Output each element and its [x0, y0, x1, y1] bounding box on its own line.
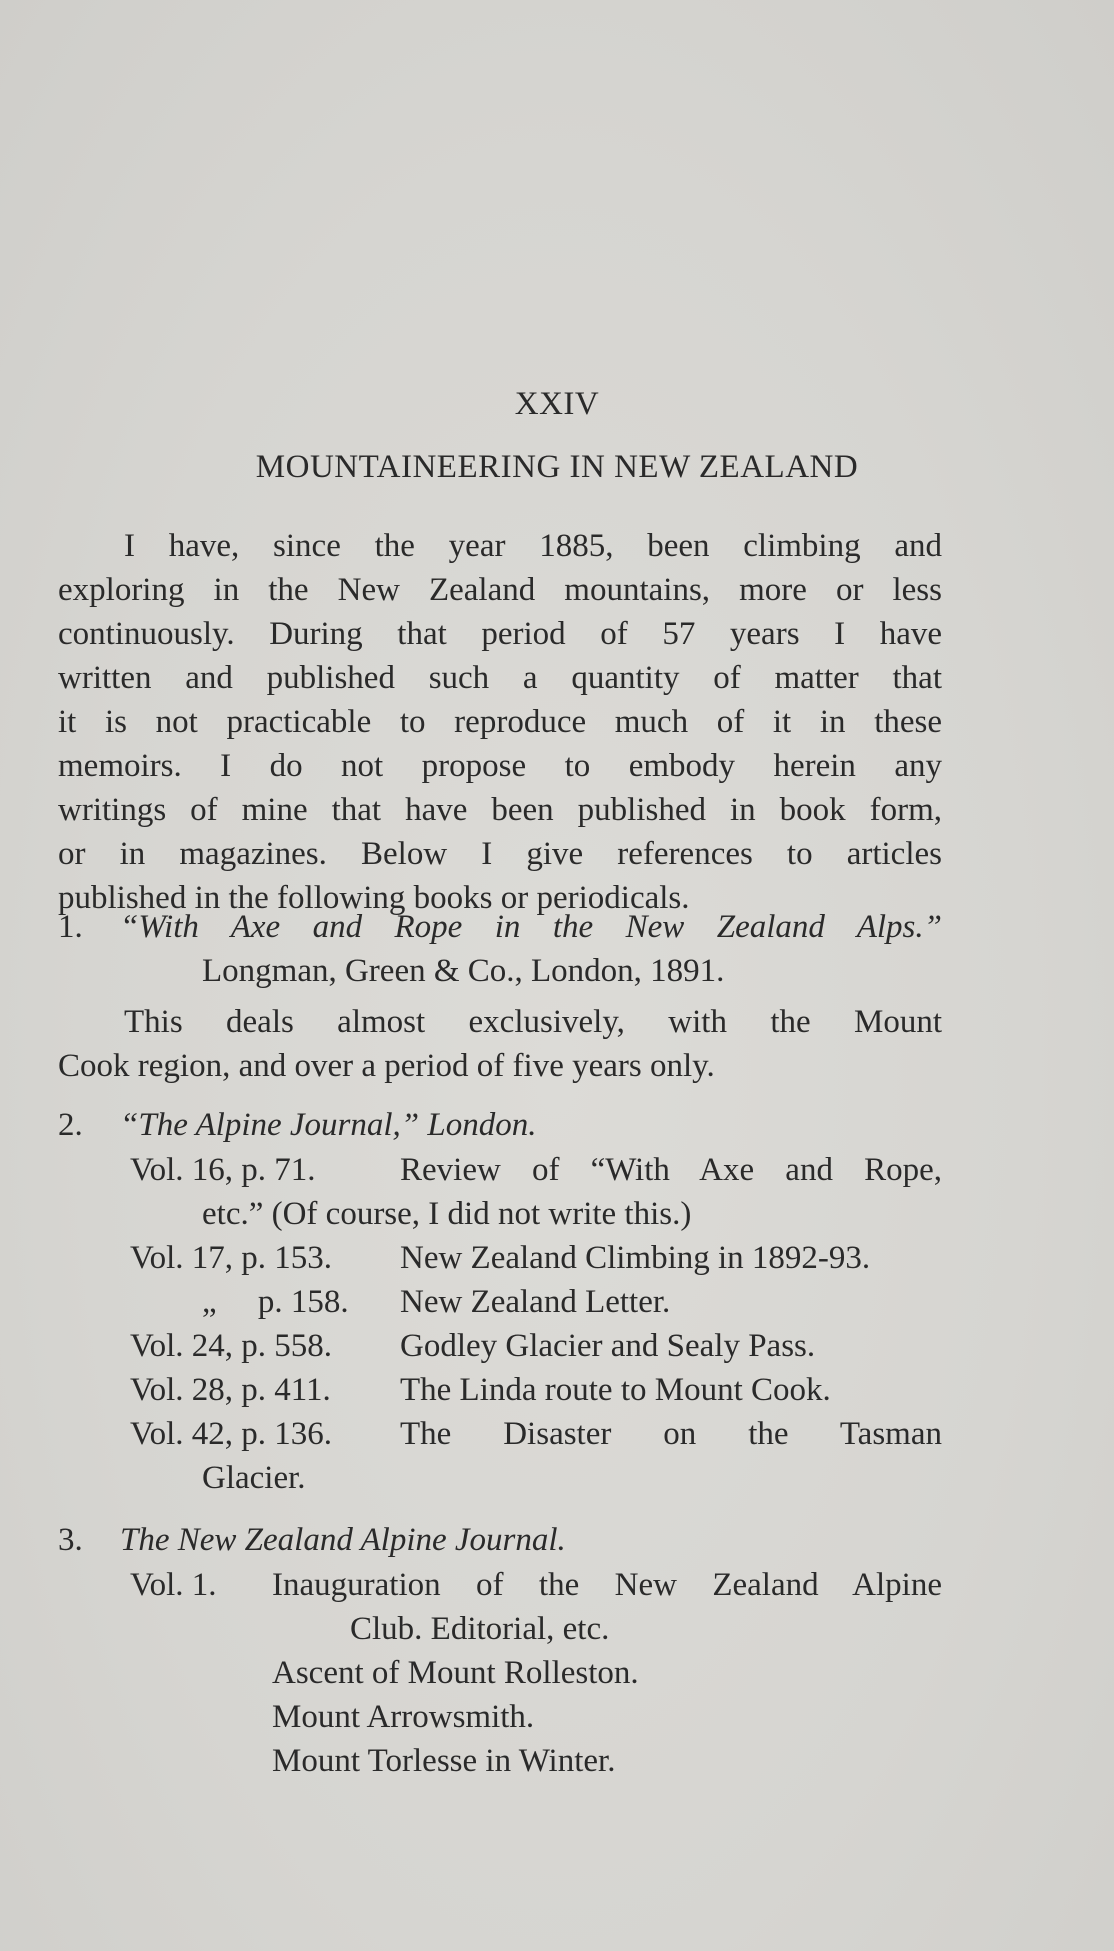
intro-line: exploring in the New Zealand mountains, more or less — [58, 572, 942, 608]
reference-number: 2. — [58, 1107, 83, 1143]
chapter-title: MOUNTAINEERING IN NEW ZEALAND — [255, 449, 859, 485]
volume-line: Club. Editorial, etc. — [350, 1611, 610, 1647]
intro-line: continuously. During that period of 57 years I have — [58, 616, 942, 652]
entry-ref: Vol. 28, p. 411. — [130, 1372, 331, 1408]
intro-line: I have, since the year 1885, been climbing and — [124, 528, 942, 564]
volume-line: Ascent of Mount Rolleston. — [272, 1655, 639, 1691]
reference-title: The New Zealand Alpine Journal. — [120, 1522, 566, 1558]
reference-title: “The Alpine Journal,” London. — [120, 1107, 537, 1143]
volume-line: Mount Torlesse in Winter. — [272, 1743, 616, 1779]
entry-ref: Vol. 42, p. 136. — [130, 1416, 332, 1452]
entry-text: The Disaster on the Tasman — [400, 1416, 942, 1452]
reference-note-line: This deals almost exclusively, with the Mount — [124, 1004, 942, 1040]
volume-line: Inauguration of the New Zealand Alpine — [272, 1567, 942, 1603]
intro-line: it is not practicable to reproduce much of it in these — [58, 704, 942, 740]
entry-text: New Zealand Letter. — [400, 1284, 671, 1320]
entry-continuation: Glacier. — [202, 1460, 306, 1496]
chapter-number: XXIV — [514, 386, 600, 422]
intro-line: writings of mine that have been published in book form, — [58, 792, 942, 828]
entry-ref: „ p. 158. — [202, 1284, 349, 1320]
reference-title: “With Axe and Rope in the New Zealand Alps.” — [120, 909, 942, 945]
entry-continuation: etc.” (Of course, I did not write this.) — [202, 1196, 692, 1232]
reference-publisher: Longman, Green & Co., London, 1891. — [202, 953, 725, 989]
intro-line: written and published such a quantity of matter that — [58, 660, 942, 696]
volume-ref: Vol. 1. — [130, 1567, 217, 1603]
reference-number: 1. — [58, 909, 83, 945]
entry-ref: Vol. 24, p. 558. — [130, 1328, 332, 1364]
entry-text: Review of “With Axe and Rope, — [400, 1152, 942, 1188]
volume-line: Mount Arrowsmith. — [272, 1699, 535, 1735]
reference-note-line: Cook region, and over a period of five years only. — [58, 1048, 715, 1084]
entry-text: The Linda route to Mount Cook. — [400, 1372, 831, 1408]
entry-text: New Zealand Climbing in 1892-93. — [400, 1240, 871, 1276]
intro-line: memoirs. I do not propose to embody herein any — [58, 748, 942, 784]
intro-line: published in the following books or periodicals. — [58, 880, 690, 916]
entry-ref: Vol. 17, p. 153. — [130, 1240, 332, 1276]
entry-text: Godley Glacier and Sealy Pass. — [400, 1328, 816, 1364]
entry-ref: Vol. 16, p. 71. — [130, 1152, 316, 1188]
intro-line: or in magazines. Below I give references to articles — [58, 836, 942, 872]
reference-number: 3. — [58, 1522, 83, 1558]
